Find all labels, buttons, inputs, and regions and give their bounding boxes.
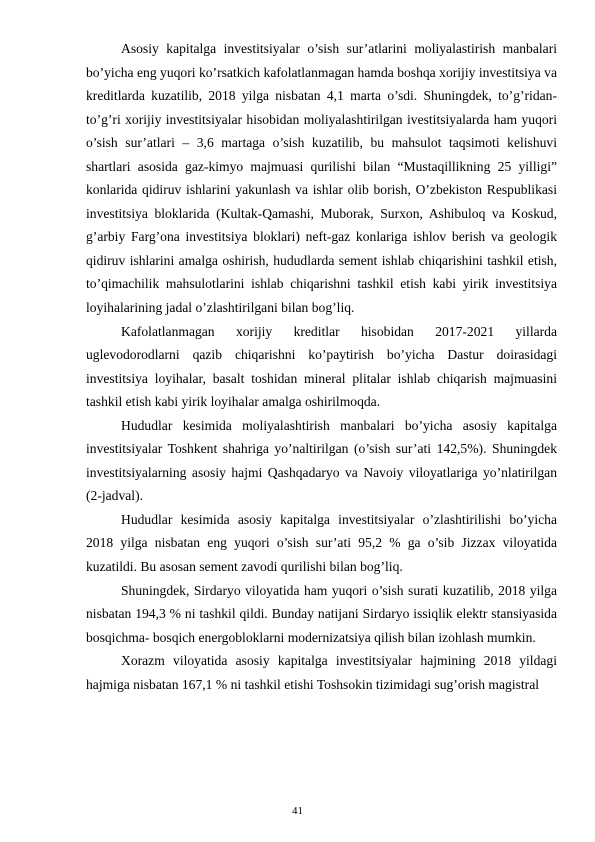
paragraph-4: Hududlar kesimida asosiy kapitalga investitsiyalar o’zlashtirilishi bo’yicha 2018 yilga nisbatan eng yuqori o’sish sur’ati 95,2 % ga o’sib Jizzax viloyatida kuzatildi. Bu asosan sement zavodi qurilishi bilan bog’liq. [86,511,557,575]
paragraph-3: Hududlar kesimida moliyalashtirish manbalari bo’yicha asosiy kapitalga investitsiyalar Toshkent shahriga yo’naltirilgan (o’sish sur’ati 142,5%). Shuningdek investitsiyalarning asosiy hajmi Qashqadaryo va Navoiy viloyatlariga yo’nlatirilgan (2-jadval). [86,417,557,504]
document-body [86,37,557,696]
paragraph-6: Xorazm viloyatida asosiy kapitalga investitsiyalar hajmining 2018 yildagi hajmiga nisbatan 167,1 % ni tashkil etishi Toshsokin tizimidagi sug’orish magistral [86,653,557,692]
paragraph-1: Asosiy kapitalga investitsiyalar o’sish sur’atlarini moliyalastirish manbalari bo’yicha eng yuqori ko’rsatkich kafolatlanmagan hamda boshqa xorijiy investitsiya va kreditlarda kuzatilib, 2018 yilga nisbatan 4,1 marta o’sdi. Shuningdek, to’g’ridan- to’g’ri xorijiy investitsiyalar hisobidan moliyalashtirilgan ivestitsiyalarda ham yuqori o’sish sur’atlari – 3,6 martaga o’sish kuzatilib, bu mahsulot taqsimoti kelishuvi shartlari asosida gaz-kimyo majmuasi qurilishi bilan “Mustaqillikning 25 yilligi” konlarida qidiruv ishlarini yakunlash va ishlar olib borish, O’zbekiston Respublikasi investitsiya bloklarida (Kultak-Qamashi, Muborak, Surxon, Ashibuloq va Koskud, g’arbiy Farg’ona investitsiya bloklari) neft-gaz konlariga ishlov berish va geologik qidiruv ishlarini amalga oshirish, hududlarda sement ishlab chiqarishini tashkil etish, to’qimachilik mahsulotlarini ishlab chiqarishni tashkil etish kabi yirik investitsiya loyihalarining jadal o’zlashtirilgani bilan bog’liq. [86,41,557,316]
paragraph-2: Kafolatlanmagan xorijiy kreditlar hisobidan 2017-2021 yillarda uglevodorodlarni qazib chiqarishni ko’paytirish bo’yicha Dastur doirasidagi investitsiya loyihalar, basalt toshidan mineral plitalar ishlab chiqarish majmuasini tashkil etish kabi yirik loyihalar amalga oshirilmoqda. [86,323,557,410]
paragraph-5: Shuningdek, Sirdaryo viloyatida ham yuqori o’sish surati kuzatilib, 2018 yilga nisbatan 194,3 % ni tashkil qildi. Bunday natijani Sirdaryo issiqlik elektr stansiyasida bosqichma- bosqich energobloklarni modernizatsiya qilish bilan izohlash mumkin. [86,582,557,645]
page-number: 41 [292,805,303,817]
